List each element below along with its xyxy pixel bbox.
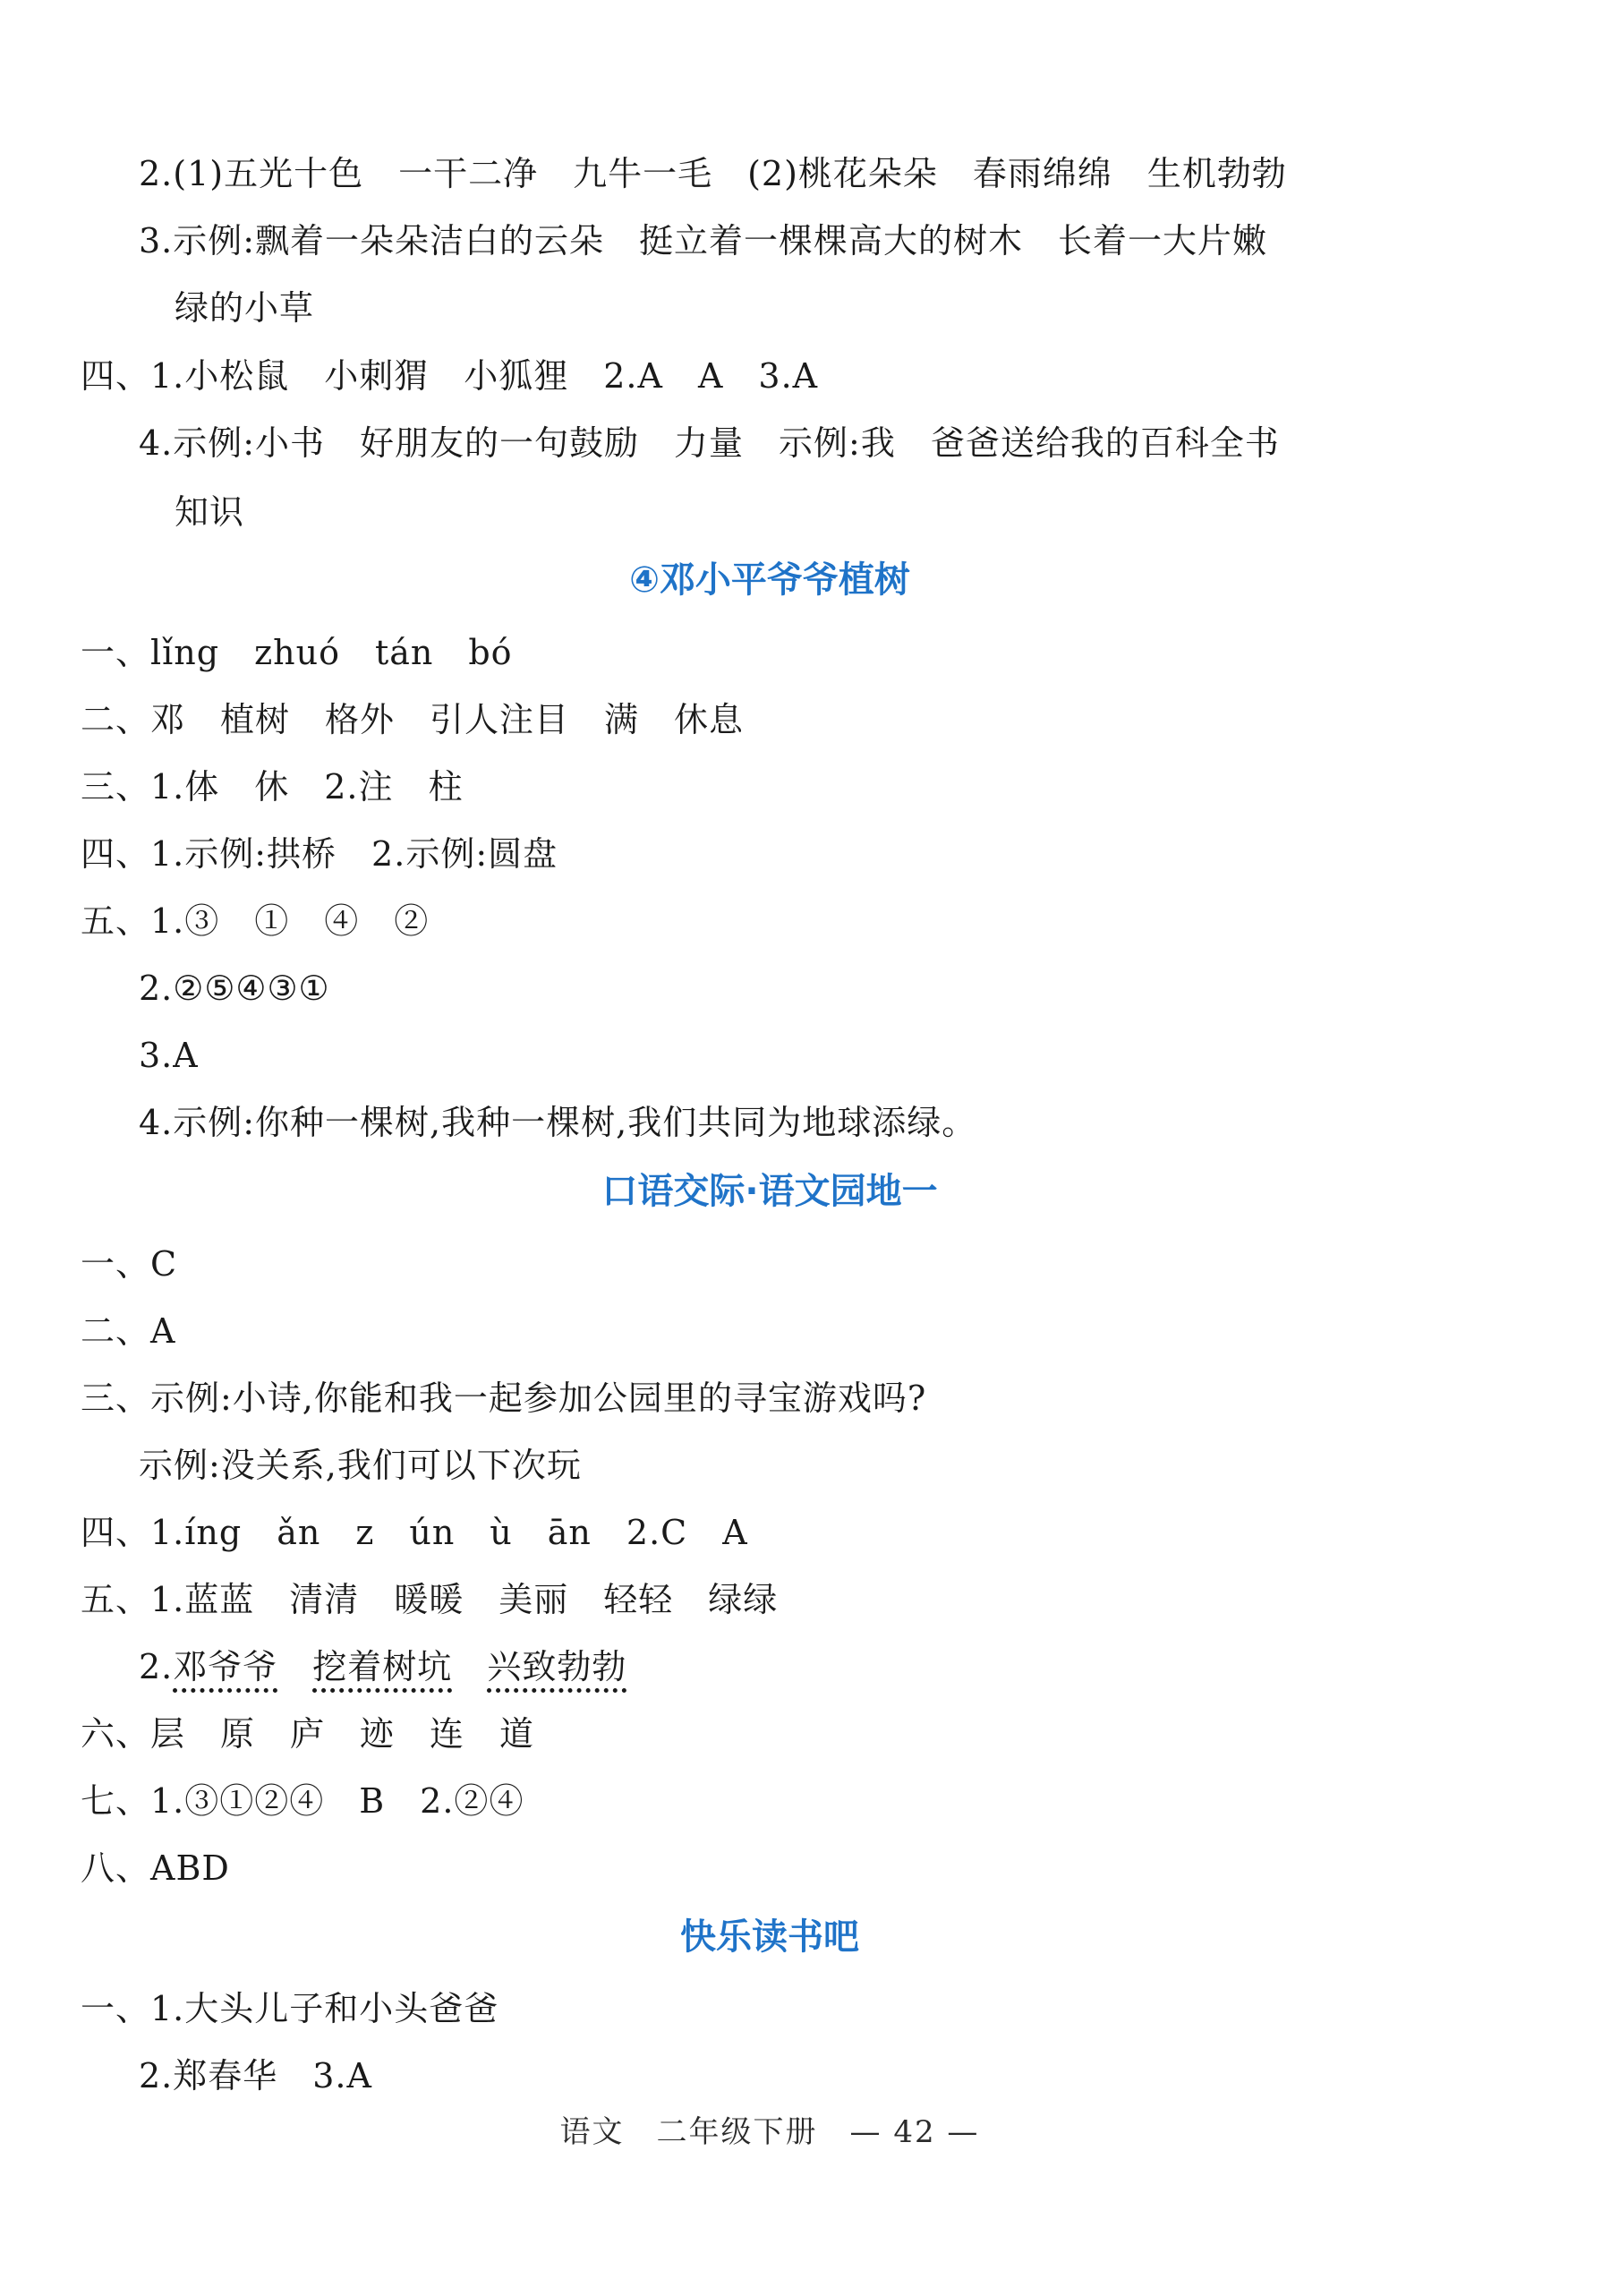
answer-line: 四、1.íng ǎn z ún ù ān 2.C A	[81, 1513, 748, 1552]
answer-line: 2.郑春华 3.A	[139, 2056, 372, 2095]
answer-line: 七、1.③①②④ B 2.②④	[81, 1781, 524, 1821]
answer-line: 五、1.蓝蓝 清清 暖暖 美丽 轻轻 绿绿	[81, 1580, 779, 1619]
answer-line: 六、层 原 庐 迹 连 道	[81, 1714, 535, 1754]
section-title: 口语交际·语文园地一	[601, 1171, 938, 1212]
answer-line: 4.示例:小书 好朋友的一句鼓励 力量 示例:我 爸爸送给我的百科全书	[139, 423, 1280, 463]
answer-line: 4.示例:你种一棵树,我种一棵树,我们共同为地球添绿。	[139, 1103, 977, 1142]
answer-line: 二、邓 植树 格外 引人注目 满 休息	[81, 700, 745, 739]
answer-line: 2.②⑤④③①	[139, 969, 330, 1008]
answer-line: 四、1.示例:拱桥 2.示例:圆盘	[81, 834, 558, 874]
answer-line: 四、1.小松鼠 小刺猬 小狐狸 2.A A 3.A	[81, 356, 819, 396]
answer-line: 二、A	[81, 1311, 176, 1351]
dotted-word: 挖着树坑	[312, 1647, 452, 1693]
answer-line: 示例:没关系,我们可以下次玩	[139, 1446, 582, 1485]
section-title: ④邓小平爷爷植树	[629, 559, 910, 601]
answer-line: 五、1.③ ① ④ ②	[81, 901, 430, 941]
answer-line: 一、lǐng zhuó tán bó	[81, 633, 513, 672]
item-number: 2.	[139, 1647, 174, 1686]
section-title: 快乐读书吧	[680, 1916, 859, 1958]
answer-line: 绿的小草	[175, 288, 315, 328]
answer-line: 2.(1)五光十色 一干二净 九牛一毛 (2)桃花朵朵 春雨绵绵 生机勃勃	[139, 154, 1287, 193]
answer-line: 知识	[175, 492, 245, 532]
dotted-word: 兴致勃勃	[487, 1647, 626, 1693]
answer-line: 3.A	[139, 1036, 199, 1075]
answer-line: 一、1.大头儿子和小头爸爸	[81, 1989, 499, 2028]
answer-line: 一、C	[81, 1244, 178, 1284]
answer-line: 三、1.体 休 2.注 柱	[81, 767, 464, 807]
page-footer: 语文 二年级下册 — 42 —	[559, 2114, 980, 2150]
answer-line: 3.示例:飘着一朵朵洁白的云朵 挺立着一棵棵高大的树木 长着一大片嫩	[139, 221, 1268, 260]
answer-line: 八、ABD	[81, 1848, 230, 1888]
dotted-word: 邓爷爷	[173, 1647, 277, 1693]
dotted-answer-line	[139, 1645, 626, 1688]
answer-line: 三、示例:小诗,你能和我一起参加公园里的寻宝游戏吗?	[81, 1378, 927, 1418]
